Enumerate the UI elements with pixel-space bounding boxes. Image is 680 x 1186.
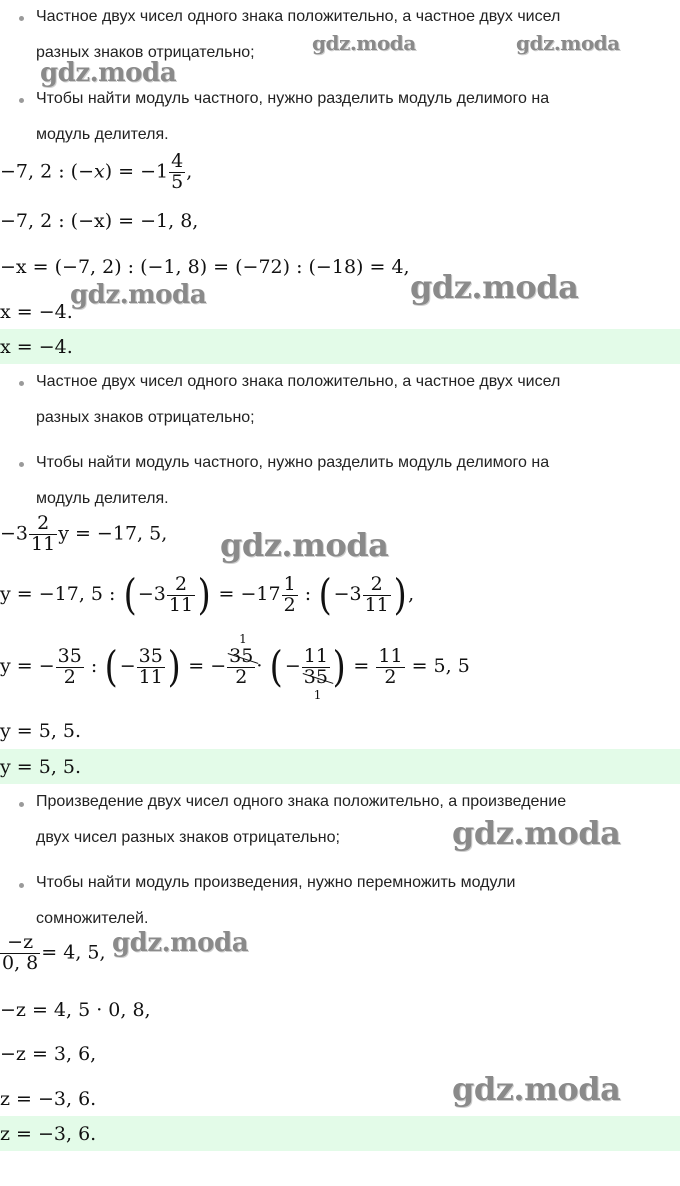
numerator: 11 (303, 644, 328, 667)
equation: y = 5, 5. (0, 720, 82, 742)
eq-part: : (304, 583, 312, 605)
fraction (302, 644, 330, 702)
rule-text: разных знаков отрицательно; (36, 44, 255, 61)
eq-part: −7, 2 : (− (0, 160, 94, 183)
equation: x = −4. (0, 301, 73, 323)
eq-part: · (256, 655, 263, 677)
answer-text: z = −3, 6. (0, 1123, 97, 1145)
rule-text: Чтобы найти модуль произведения, нужно перемножить модули (36, 874, 516, 891)
eq-part: y = −17, 5 : (0, 583, 116, 605)
eq-part: −3 (333, 583, 362, 605)
watermark-logo: gdz.moda (410, 268, 579, 306)
numerator: 4 (171, 150, 184, 172)
numerator: 2 (363, 575, 391, 596)
watermark-logo: gdz.moda (516, 31, 620, 55)
bullet (19, 883, 24, 888)
eq-part: −3 (0, 522, 29, 545)
equation (0, 514, 167, 555)
rule-text: сомножителей. (36, 910, 149, 927)
answer-text: x = −4. (0, 336, 73, 358)
equation: y = − $\frac{35}{2}$ : (− $\frac{35}{11}$ ) = − 1 35 2 · (− 11 35 1 ) = $\frac{11}{2}$ = 5, 5 (0, 631, 470, 702)
denominator: 2 (283, 593, 296, 616)
denominator: 11 (364, 593, 389, 616)
eq-part: y = − (0, 655, 55, 677)
bullet (19, 802, 24, 807)
watermark-logo: gdz.moda (452, 1070, 621, 1108)
fraction (137, 644, 165, 688)
denominator: 2 (235, 665, 248, 688)
equation (0, 933, 106, 974)
equation: y = −17, 5 : (−3 $\frac{2}{11}$ ) = −17 $\frac{1}{2}$ : (−3 $\frac{2}{11}$ ), (0, 570, 415, 619)
eq-part: = −17 (218, 583, 281, 605)
equation: −7, 2 : (−x) = −1, 8, (0, 210, 199, 232)
cancel-label: 1 (239, 631, 247, 646)
watermark-logo: gdz.moda (70, 280, 207, 310)
cancel-label: 1 (313, 687, 322, 702)
watermark-logo: gdz.moda (312, 31, 416, 55)
eq-part: ) = −1 (104, 160, 169, 183)
fraction (227, 631, 255, 688)
numerator: 1 (283, 572, 296, 595)
bullet (19, 98, 24, 103)
denominator: 11 (168, 593, 194, 616)
rule-text: разных знаков отрицательно; (36, 409, 255, 426)
rule-text: Частное двух чисел одного знака положительно, а частное двух чисел (36, 373, 561, 390)
watermark-logo: gdz.moda (220, 526, 389, 564)
numerator: 2 (167, 575, 195, 596)
bullet (19, 16, 24, 21)
fraction (0, 933, 40, 974)
eq-part: , (408, 583, 415, 605)
rule-text: модуль делителя. (36, 490, 169, 507)
denominator: 2 (63, 665, 76, 688)
watermark-logo: gdz.moda (452, 814, 621, 852)
equation: −z = 3, 6, (0, 1043, 97, 1065)
rule-text: Частное двух чисел одного знака положительно, а частное двух чисел (36, 8, 561, 25)
fraction (282, 572, 298, 616)
eq-part: − (284, 655, 301, 677)
bullet (19, 462, 24, 467)
answer-box (0, 329, 680, 364)
answer-text: y = 5, 5. (0, 756, 82, 778)
rule-text: модуль делителя. (36, 126, 169, 143)
numerator: 35 (138, 644, 163, 667)
fraction (167, 572, 195, 616)
eq-part: = 4, 5, (41, 941, 106, 964)
denominator: 0, 8 (2, 951, 39, 974)
watermark-logo: gdz.moda (112, 928, 249, 958)
answer-box (0, 1116, 680, 1151)
denominator: 5 (171, 170, 184, 193)
watermark-logo: gdz.moda (40, 58, 177, 88)
numerator: 2 (29, 514, 57, 535)
numerator: 35 (57, 644, 82, 667)
rule-text: Чтобы найти модуль частного, нужно разделить модуль делимого на (36, 90, 550, 107)
eq-part: y = −17, 5, (58, 522, 168, 545)
numerator: 11 (378, 644, 403, 667)
eq-part: −3 (137, 583, 166, 605)
eq-part: = 5, 5 (411, 655, 470, 677)
numerator: −z (0, 933, 40, 954)
eq-var: x (94, 160, 105, 183)
numerator: 35 (229, 644, 254, 667)
eq-part: = − (188, 655, 227, 677)
eq-part: , (186, 160, 193, 183)
rule-text: двух чисел разных знаков отрицательно; (36, 829, 340, 846)
fraction (376, 644, 404, 688)
eq-part: − (119, 655, 136, 677)
fraction (363, 572, 391, 616)
equation: −z = 4, 5 · 0, 8, (0, 999, 151, 1021)
denominator: 11 (138, 665, 163, 688)
fraction (169, 152, 185, 193)
rule-text: Произведение двух чисел одного знака положительно, а произведение (36, 793, 567, 810)
denominator: 35 (303, 665, 328, 688)
bullet (19, 381, 24, 386)
equation: z = −3, 6. (0, 1088, 97, 1110)
answer-box (0, 749, 680, 784)
equation (0, 152, 192, 193)
denominator: 2 (384, 665, 397, 688)
denominator: 11 (31, 532, 56, 555)
eq-part: = (353, 655, 370, 677)
fraction (56, 644, 84, 688)
eq-part: : (90, 655, 98, 677)
rule-text: Чтобы найти модуль частного, нужно разделить модуль делимого на (36, 454, 550, 471)
equation: −x = (−7, 2) : (−1, 8) = (−72) : (−18) = 4, (0, 256, 410, 278)
fraction (29, 514, 57, 555)
